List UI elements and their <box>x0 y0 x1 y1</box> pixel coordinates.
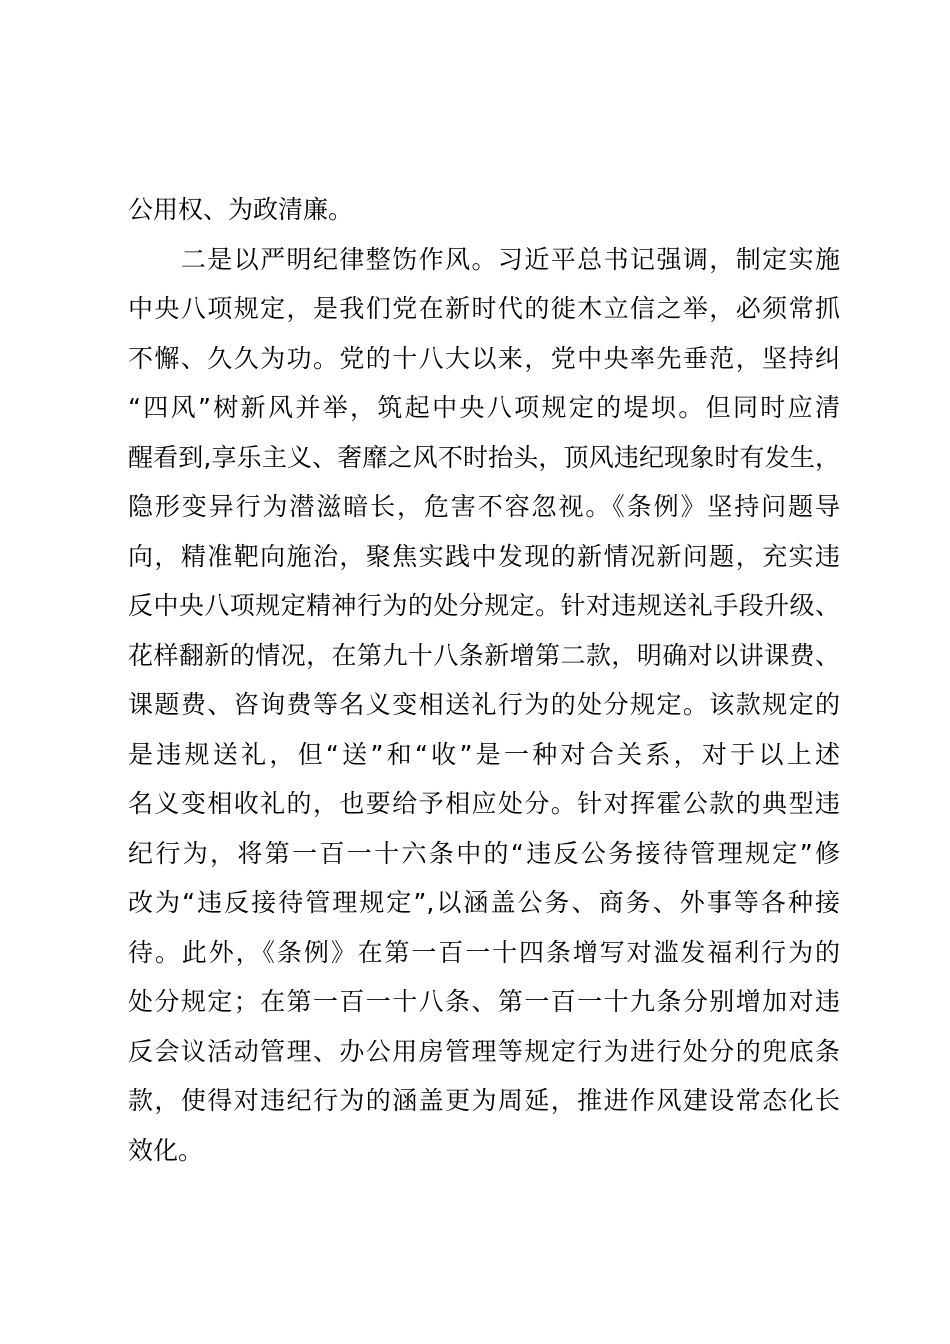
text-line: 纪行为，将第一百一十六条中的“违反公务接待管理规定”修 <box>128 838 840 868</box>
text-line: 款，使得对违纪行为的涵盖更为周延，推进作风建设常态化长 <box>128 1086 840 1115</box>
text-line: 向，精准靶向施治，聚焦实践中发现的新情况新问题，充实违 <box>128 541 840 571</box>
text-line: 反会议活动管理、办公用房管理等规定行为进行处分的兜底条 <box>128 1036 840 1066</box>
text-line: 中央八项规定，是我们党在新时代的徙木立信之举，必须常抓 <box>128 294 840 323</box>
body-text <box>128 185 840 1175</box>
text-line: 改为“违反接待管理规定”,以涵盖公务、商务、外事等各种接 <box>128 888 840 917</box>
text-line: 公用权、为政清廉。 <box>128 195 354 224</box>
text-line: 课题费、咨询费等名义变相送礼行为的处分规定。该款规定的 <box>128 690 840 719</box>
text-line: 醒看到,享乐主义、奢靡之风不时抬头，顶风违纪现象时有发生， <box>128 442 840 472</box>
text-line: 隐形变异行为潜滋暗长，危害不容忽视。《条例》坚持问题导 <box>128 492 840 521</box>
text-line: 效化。 <box>128 1135 204 1165</box>
text-line: 是违规送礼，但“送”和“收”是一种对合关系，对于以上述 <box>128 739 840 769</box>
text-line: 处分规定；在第一百一十八条、第一百一十九条分别增加对违 <box>128 987 840 1016</box>
text-line: “四风”树新风并举，筑起中央八项规定的堤坝。但同时应清 <box>128 393 840 422</box>
text-line: 名义变相收礼的，也要给予相应处分。针对挥霍公款的典型违 <box>128 789 840 818</box>
text-line: 不懈、久久为功。党的十八大以来，党中央率先垂范，坚持纠 <box>128 343 840 373</box>
text-line: 反中央八项规定精神行为的处分规定。针对违规送礼手段升级、 <box>128 591 840 620</box>
text-line: 二是以严明纪律整饬作风。习近平总书记强调，制定实施 <box>128 244 840 274</box>
text-line: 待。此外，《条例》在第一百一十四条增写对滥发福利行为的 <box>128 937 840 967</box>
text-line: 花样翻新的情况，在第九十八条新增第二款，明确对以讲课费、 <box>128 640 840 670</box>
